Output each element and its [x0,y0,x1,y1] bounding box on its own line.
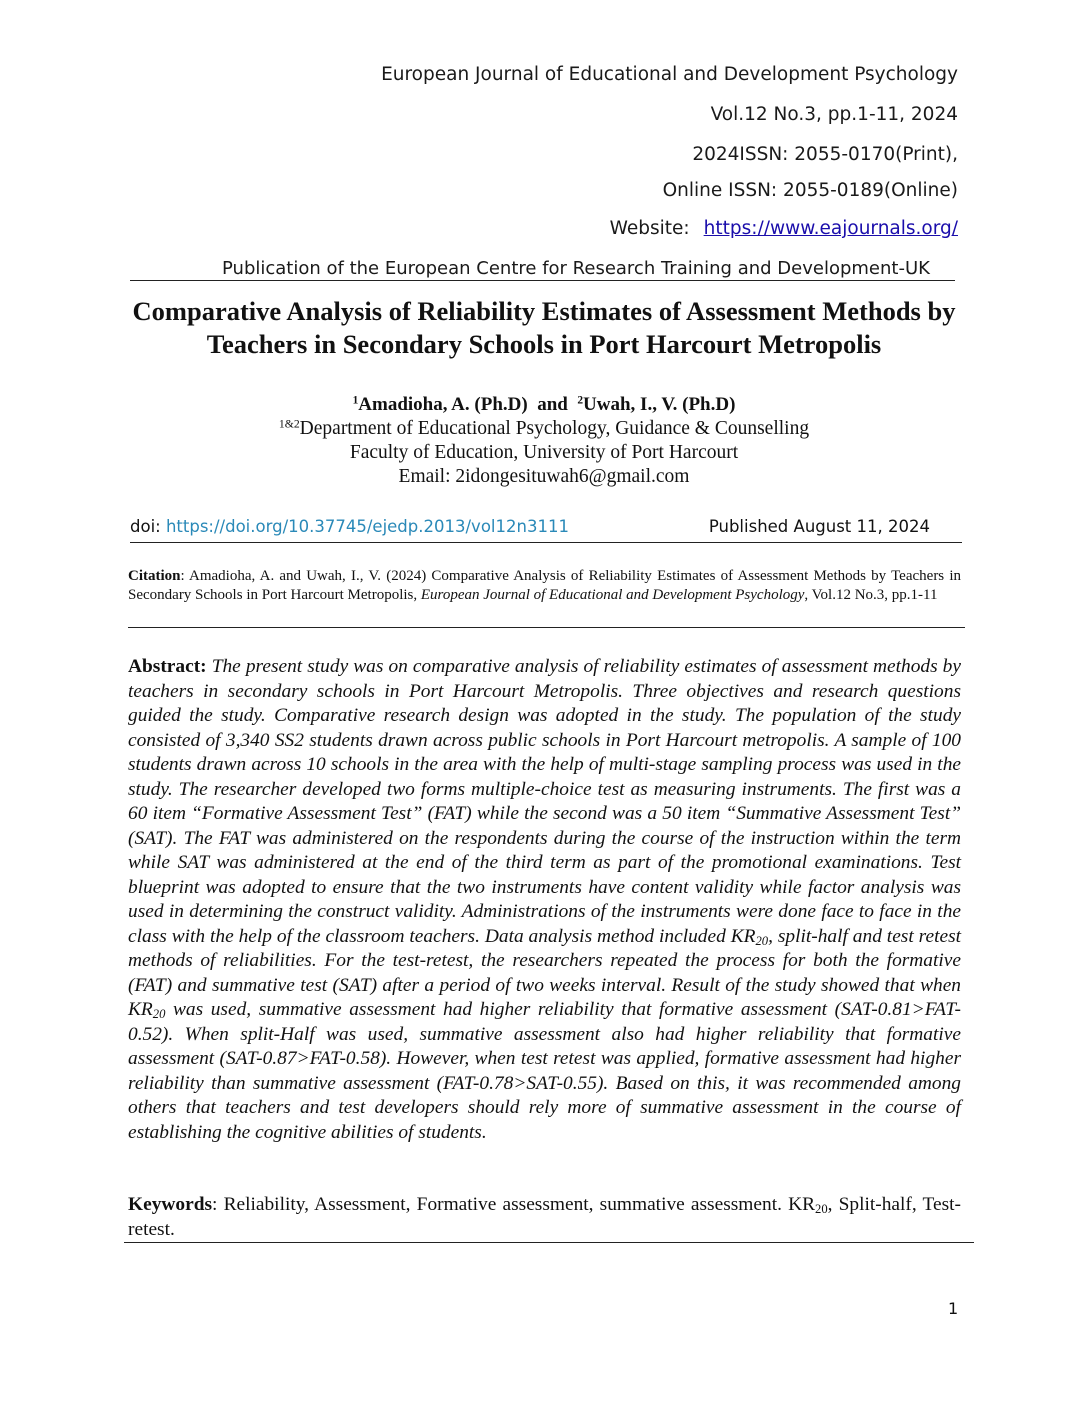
article-title: Comparative Analysis of Reliability Estimates of Assessment Methods by Teachers in Secondary Schools in Port Harcourt Metropolis [132,296,956,359]
abstract-sub-1: 20 [755,933,769,948]
website-label: Website: [609,218,690,239]
journal-name: European Journal of Educational and Development Psychology [381,64,958,85]
keywords-text-1: : Reliability, Assessment, Formative assessment, summative assessment. KR [212,1194,816,1215]
author-email: Email: 2idongesituwah6@gmail.com [398,466,690,487]
affiliation-faculty: Faculty of Education, University of Port Harcourt [349,442,739,463]
abstract [128,655,961,1145]
issn-online: Online ISSN: 2055-0189(Online) [662,180,958,201]
keywords [128,1193,961,1242]
affiliation-sup: 1&2 [278,417,300,431]
author1: Amadioha, A. (Ph.D) [358,394,528,415]
citation-text: : Amadioha, A. and Uwah, I., V. (2024) Comparative Analysis of Reliability Estimates of Assessment Methods by Teachers in Secondary Schools in Port Harcourt Metropolis, [128,568,961,604]
citation-journal: European Journal of Educational and Development Psychology [420,587,805,604]
keywords-label: Keywords [128,1194,213,1215]
citation-divider [128,627,965,628]
doi-label: doi: [130,517,161,536]
page-number: 1 [948,1299,959,1318]
author-joiner: and [537,394,568,415]
citation-volume: , Vol.12 No.3, pp.1-11 [804,587,938,604]
issn-print: 2024ISSN: 2055-0170(Print), [692,144,958,165]
header-divider [130,280,955,281]
abstract-text-3: was used, summative assessment had higher reliability that formative assessment (SAT-0.81>FAT-0.52). When split-Half was used, summative assessment also had higher reliability that formative assessment (SAT-0.87>FAT-0.58). However, when test retest was applied, formative assessment had higher reliability than summative assessment (FAT-0.78>SAT-0.55). Based on this, it was recommended among others that teachers and test developers should rely more of summative assessment in the course of establishing the cognitive abilities of students. [128,999,961,1143]
author2-sup: 2 [577,394,584,407]
affiliation-dept-line [130,418,958,440]
keywords-divider [124,1242,974,1243]
citation [128,567,961,606]
doi-link[interactable]: https://doi.org/10.37745/ejedp.2013/vol12n3111 [165,517,569,536]
doi-row [130,517,960,536]
author1-sup: 1 [352,394,359,407]
keywords-text-2: , Split-half, Test-retest. [128,1194,961,1240]
volume-info: Vol.12 No.3, pp.1-11, 2024 [710,104,958,125]
abstract-label: Abstract: [128,656,207,677]
published-date: Published August 11, 2024 [708,517,930,536]
website-line [610,218,958,239]
abstract-sub-2: 20 [152,1007,166,1022]
doi-divider [130,542,962,543]
citation-label: Citation [128,568,181,584]
publisher-line: Publication of the European Centre for Research Training and Development-UK [222,258,930,279]
author2: Uwah, I., V. (Ph.D) [583,394,736,415]
affiliation-dept: Department of Educational Psychology, Guidance & Counselling [299,418,810,439]
website-link[interactable]: https://www.eajournals.org/ [703,218,958,239]
author-line [130,394,958,416]
keywords-sub: 20 [815,1202,828,1217]
abstract-text-2: , split-half and test retest methods of reliabilities. For the test-retest, the researchers repeated the process for both the formative (FAT) and summative test (SAT) after a period of two weeks interval. Result of the study showed that when KR [128,925,962,1020]
abstract-text-1: The present study was on comparative analysis of reliability estimates of assessment methods by teachers in secondary schools in Port Harcourt Metropolis. Three objectives and research questions guided the study. Comparative research design was adopted in the study. The population of the study consisted of 3,340 SS2 students drawn across public schools in Port Harcourt metropolis. A sample of 100 students drawn across 10 schools in the area with the help of multi-stage sampling process was used in the study. The researcher developed two forms multiple-choice test as measuring instruments. The first was a 60 item “Formative Assessment Test” (FAT) while the second was a 50 item “Summative Assessment Test” (SAT). The FAT was administered on the respondents during the course of the instruction within the term while SAT was administered at the end of the third term as part of the promotional examinations. Test blueprint was adopted to ensure that the two instruments have content validity while factor analysis was used in determining the construct validity. Administrations of the instruments were done face to face in the class with the help of the classroom teachers. Data analysis method included KR [128,656,961,947]
